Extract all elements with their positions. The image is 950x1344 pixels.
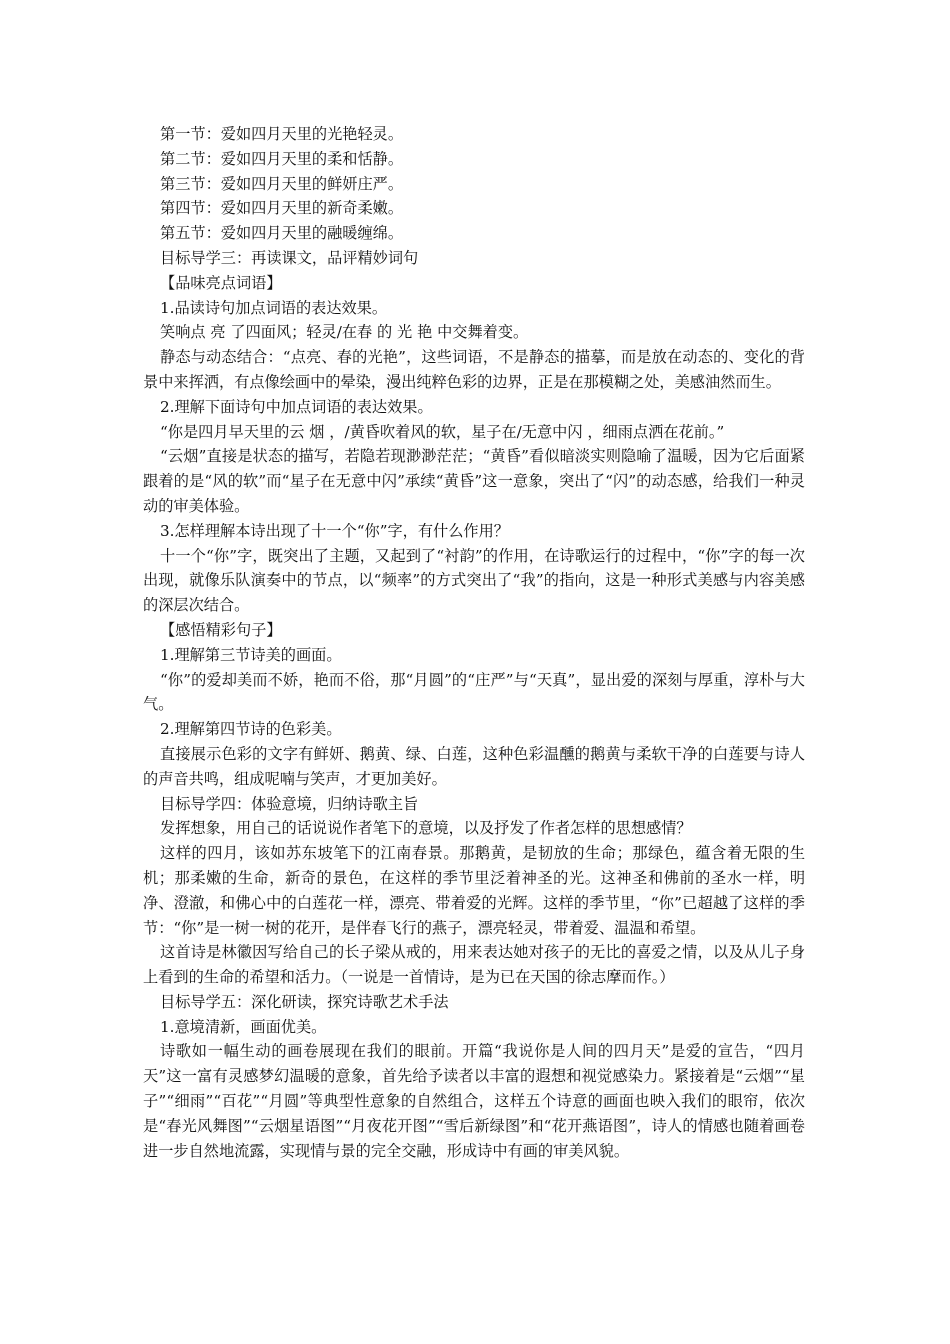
section-line-3: 第三节：爱如四月天里的鲜妍庄严。 — [160, 174, 403, 193]
subheading-words: 【品味亮点词语】 — [160, 273, 282, 292]
goal-heading-5: 目标导学五：深化研读，探究诗歌艺术手法 — [160, 992, 449, 1011]
imagination-answer: 这样的四月，该如苏东坡笔下的江南春景。那鹅黄，是韧放的生命；那绿色，蕴含着无限的生机；那柔嫩的生命，新奇的景色，在这样的季节里泛着神圣的光。这神圣和佛前的圣水一样，明净、澄澈，和佛心中的白莲花一样，漂亮、带着爱的光辉。这样的季节里，“你”已超越了这样的季节：“你”是一树一树的花开，是伴春飞行的燕子，漂亮轻灵，带着爱、温温和希望。 — [143, 844, 805, 937]
goal-heading-4: 目标导学四：体验意境，归纳诗歌主旨 — [160, 794, 419, 813]
document-body — [143, 122, 805, 1163]
question-3: 3.怎样理解本诗出现了十一个“你”字，有什么作用？ — [160, 521, 509, 540]
section-line-1: 第一节：爱如四月天里的光艳轻灵。 — [160, 125, 403, 143]
section-line-4: 第四节：爱如四月天里的新奇柔嫩。 — [160, 199, 403, 218]
answer-1: 静态与动态结合：“点亮、春的光艳”，这些词语，不是静态的描摹，而是放在动态的、变化的背景中来挥洒，有点像绘画中的晕染，漫出纯粹色彩的边界，正是在那模糊之处，美感油然而生。 — [143, 348, 805, 391]
section-line-2: 第二节：爱如四月天里的柔和恬静。 — [160, 149, 403, 168]
question-2: 2.理解下面诗句中加点词语的表达效果。 — [160, 397, 433, 416]
theme-paragraph: 这首诗是林徽因写给自己的长子梁从戒的，用来表达她对孩子的无比的喜爱之情，以及从儿子身上看到的生命的希望和活力。（一说是一首情诗，是为已在天国的徐志摩而作。） — [143, 943, 805, 987]
technique-1-heading: 1.意境清新，画面优美。 — [160, 1017, 327, 1036]
sentence-answer-1: “你”的爱却美而不娇，艳而不俗，那“月圆”的“庄严”与“天真”，显出爱的深刻与厚重，淳朴与大气。 — [143, 670, 805, 714]
question-1: 1.品读诗句加点词语的表达效果。 — [160, 298, 388, 317]
goal-heading-3: 目标导学三：再读课文，品评精妙词句 — [160, 248, 419, 267]
subheading-sentences: 【感悟精彩句子】 — [160, 620, 282, 639]
answer-3: 十一个“你”字，既突出了主题，又起到了“衬韵”的作用，在诗歌运行的过程中，“你”字的每一次出现，就像乐队演奏中的节点，以“频率”的方式突出了“我”的指向，这是一种形式美感与内容美感的深层次结合。 — [143, 546, 805, 615]
section-line-5: 第五节：爱如四月天里的融暖缠绵。 — [160, 224, 403, 243]
answer-2: “云烟”直接是状态的描写，若隐若现渺渺茫茫；“黄昏”看似暗淡实则隐喻了温暖，因为它后面紧跟着的是“风的软”而“星子在无意中闪”承续“黄昏”这一意象，突出了“闪”的动态感，给我们一种灵动的审美体验。 — [143, 447, 805, 515]
technique-1-body: 诗歌如一幅生动的画卷展现在我们的眼前。开篇“我说你是人间的四月天”是爱的宣告，“四月天”这一富有灵感梦幻温暖的意象，首先给予读者以丰富的遐想和视觉感染力。紧接着是“云烟”“星子”“细雨”“百花”“月圆”等典型性意象的自然组合，这样五个诗意的画面也映入我们的眼帘，依次是“春光风舞图”“云烟星语图”“月夜花开图”“雪后新绿图”和“花开燕语图”，诗人的情感也随着画卷进一步自然地流露，实现情与景的完全交融，形成诗中有画的审美风貌。 — [143, 1042, 805, 1160]
sentence-question-2: 2.理解第四节诗的色彩美。 — [160, 720, 342, 739]
imagination-prompt: 发挥想象，用自己的话说说作者笔下的意境，以及抒发了作者怎样的思想感情？ — [160, 819, 692, 838]
sentence-answer-2: 直接展示色彩的文字有鲜妍、鹅黄、绿、白莲，这种色彩温醺的鹅黄与柔软干净的白莲要与诗人的声音共鸣，组成呢喃与笑声，才更加美好。 — [143, 744, 805, 788]
poem-quote-2: “你是四月早天里的云 烟 ，/黄昏吹着风的软，星子在/无意中闪 ，细雨点洒在花前。” — [160, 422, 725, 441]
poem-quote-1: 笑响点 亮 了四面风；轻灵/在春 的 光 艳 中交舞着变。 — [160, 323, 529, 342]
sentence-question-1: 1.理解第三节诗美的画面。 — [160, 645, 342, 664]
